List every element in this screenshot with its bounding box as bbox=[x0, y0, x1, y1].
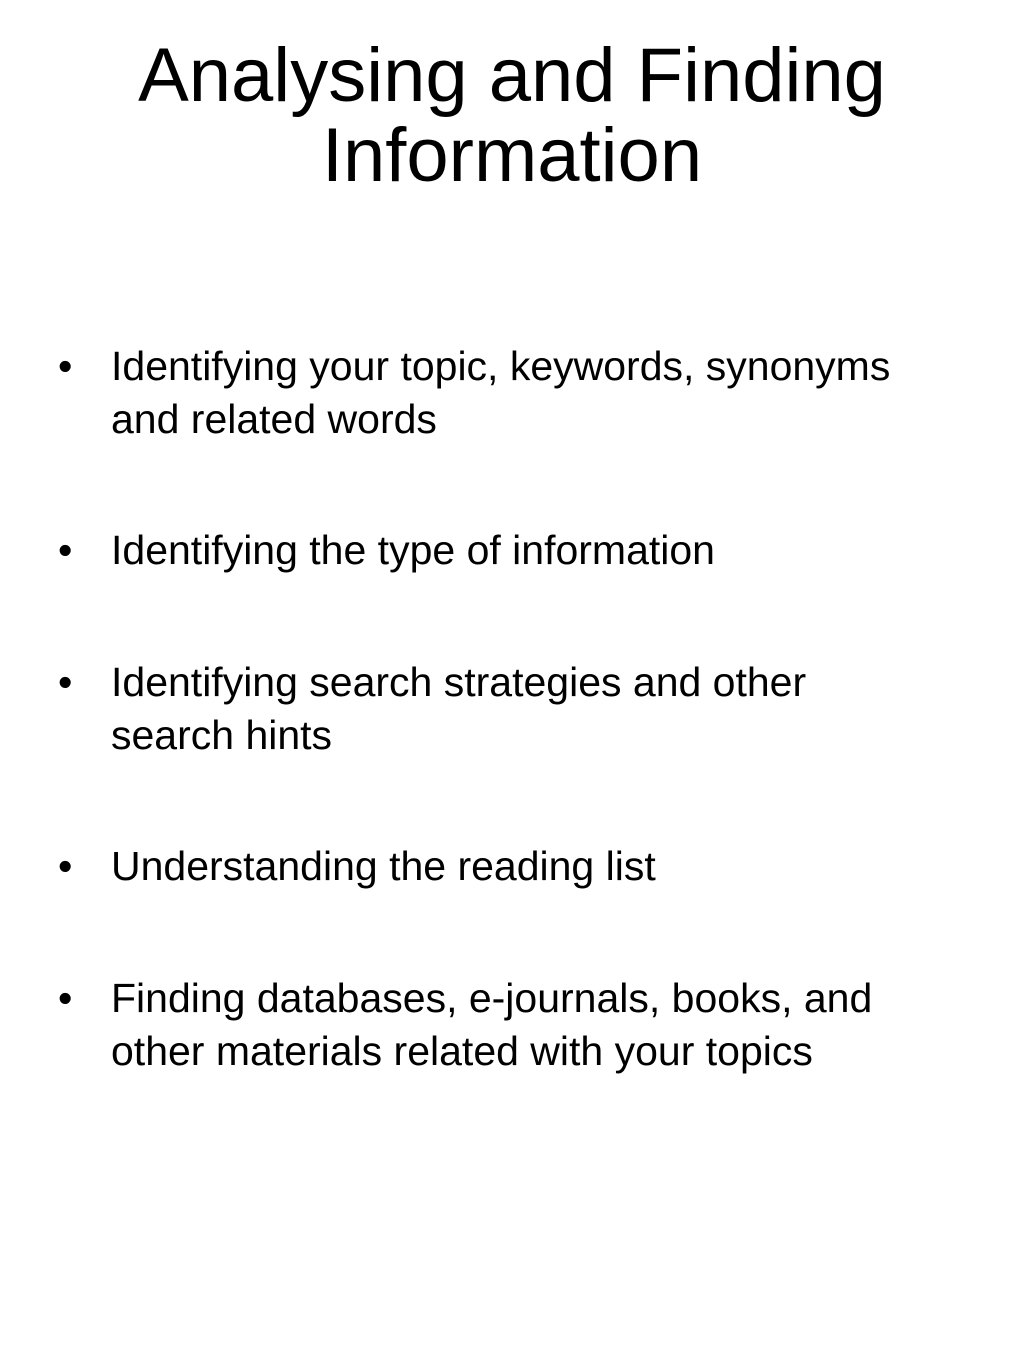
bullet-text-line-1: Understanding the reading list bbox=[111, 843, 656, 889]
slide-title bbox=[40, 33, 984, 198]
bullet-icon: • bbox=[58, 527, 73, 573]
bullet-icon: • bbox=[58, 843, 73, 889]
bullet-text-line-2: other materials related with your topics bbox=[111, 1028, 813, 1074]
bullet-text-line-2: and related words bbox=[111, 396, 437, 442]
bullet-icon: • bbox=[58, 975, 73, 1021]
slide-title-line-1: Analysing and Finding bbox=[138, 33, 886, 118]
bullet-item-topic-keywords bbox=[0, 340, 1024, 446]
bullet-list bbox=[0, 340, 1024, 1156]
bullet-item-information-type bbox=[0, 524, 1024, 577]
bullet-item-finding-materials bbox=[0, 972, 1024, 1078]
bullet-text-line-1: Finding databases, e-journals, books, and bbox=[111, 975, 873, 1021]
slide-title-line-2: Information bbox=[321, 113, 703, 198]
bullet-icon: • bbox=[58, 659, 73, 705]
bullet-text-line-2: search hints bbox=[111, 712, 333, 758]
bullet-text-line-1: Identifying search strategies and other bbox=[111, 659, 807, 705]
bullet-icon: • bbox=[58, 343, 73, 389]
bullet-text-line-1: Identifying the type of information bbox=[111, 527, 715, 573]
bullet-item-reading-list bbox=[0, 840, 1024, 893]
bullet-item-search-strategies bbox=[0, 656, 1024, 762]
bullet-text-line-1: Identifying your topic, keywords, synonyms bbox=[111, 343, 891, 389]
